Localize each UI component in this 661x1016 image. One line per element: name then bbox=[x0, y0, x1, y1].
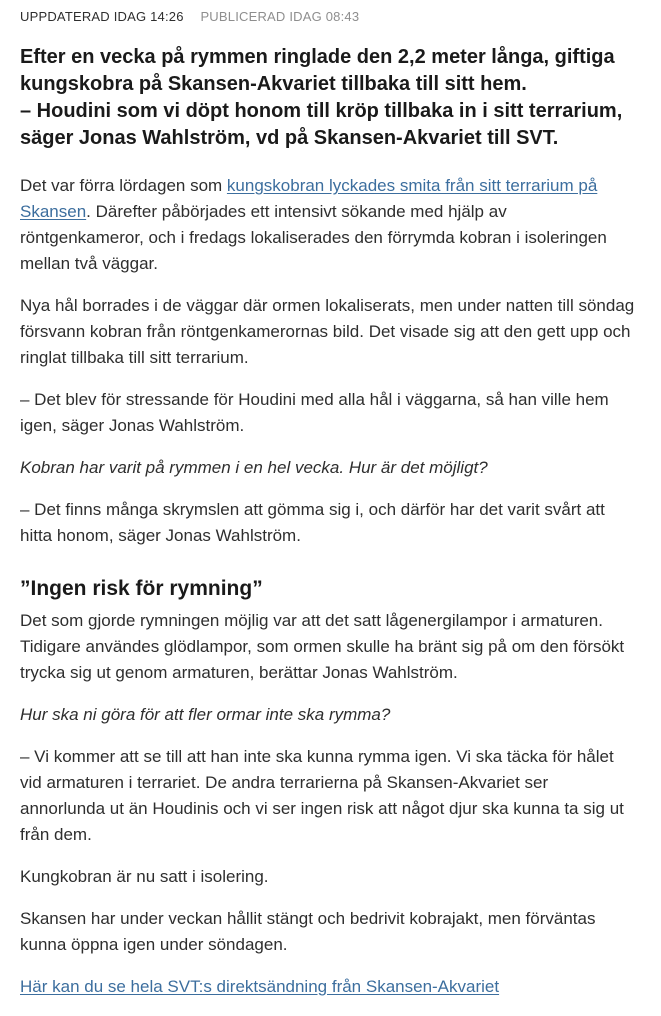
paragraph-escape-news bbox=[20, 173, 635, 277]
article-lead bbox=[20, 44, 635, 152]
link-direktsandning[interactable]: Här kan du se hela SVT:s direktsändning från Skansen-Akvariet bbox=[20, 977, 500, 996]
link-kungskobran-smita[interactable]: kungskobran lyckades smita från sitt terrarium på Skansen bbox=[20, 176, 598, 221]
bottom-link-paragraph bbox=[20, 974, 635, 1000]
interview-question-2: Hur ska ni göra för att fler ormar inte ska rymma? bbox=[20, 705, 391, 724]
section-heading-ingen-risk: ”Ingen risk för rymning” bbox=[20, 577, 263, 600]
article-meta bbox=[20, 8, 635, 25]
lead-quote-paragraph: – Houdini som vi döpt honom till kröp tillbaka in i sitt terrarium, säger Jonas Wahlström, vd på Skansen-Akvariet till SVT. bbox=[20, 100, 623, 149]
paragraph-isolering: Kungkobran är nu satt i isolering. bbox=[20, 867, 269, 886]
paragraph-lagenergilampor: Det som gjorde rymningen möjlig var att det satt lågenergilampor i armaturen. Tidigare användes glödlampor, som ormen skulle ha bränt sig på om den försökt trycka sig ut genom armaturen, berättar Jonas Wahlström. bbox=[20, 611, 625, 682]
paragraph-new-holes: Nya hål borrades i de väggar där ormen lokaliserats, men under natten till söndag försvann kobran från röntgenkamerornas bild. Det visade sig att den gett upp och ringlat tillbaka till sitt terrarium. bbox=[20, 296, 635, 367]
interview-question-1: Kobran har varit på rymmen i en hel vecka. Hur är det möjligt? bbox=[20, 458, 488, 477]
paragraph-text: Det var förra lördagen som bbox=[20, 176, 227, 195]
paragraph-quote-tacka-halet: – Vi kommer att se till att han inte ska kunna rymma igen. Vi ska täcka för hålet vid armaturen i terrariet. De andra terrarierna på Skansen-Akvariet ser annorlunda ut än Houdinis och vi ser ingen risk att något djur ska kunna ta sig ut från dem. bbox=[20, 747, 624, 844]
paragraph-quote-skrymslen: – Det finns många skrymslen att gömma sig i, och därför har det varit svårt att hitta honom, säger Jonas Wahlström. bbox=[20, 500, 605, 545]
paragraph-quote-stressande: – Det blev för stressande för Houdini med alla hål i väggarna, så han ville hem igen, säger Jonas Wahlström. bbox=[20, 390, 609, 435]
paragraph-skansen-stangt: Skansen har under veckan hållit stängt och bedrivit kobrajakt, men förväntas kunna öppna igen under söndagen. bbox=[20, 909, 596, 954]
published-timestamp: PUBLICERAD IDAG 08:43 bbox=[200, 9, 360, 24]
lead-paragraph: Efter en vecka på rymmen ringlade den 2,2 meter långa, giftiga kungskobra på Skansen-Akvariet tillbaka till sitt hem. bbox=[20, 46, 615, 95]
paragraph-text: . Därefter påbörjades ett intensivt sökande med hjälp av röntgenkameror, och i fredags lokaliserades den förrymda kobran i isoleringen mellan två väggar. bbox=[20, 202, 607, 273]
updated-timestamp: UPPDATERAD IDAG 14:26 bbox=[20, 9, 184, 24]
